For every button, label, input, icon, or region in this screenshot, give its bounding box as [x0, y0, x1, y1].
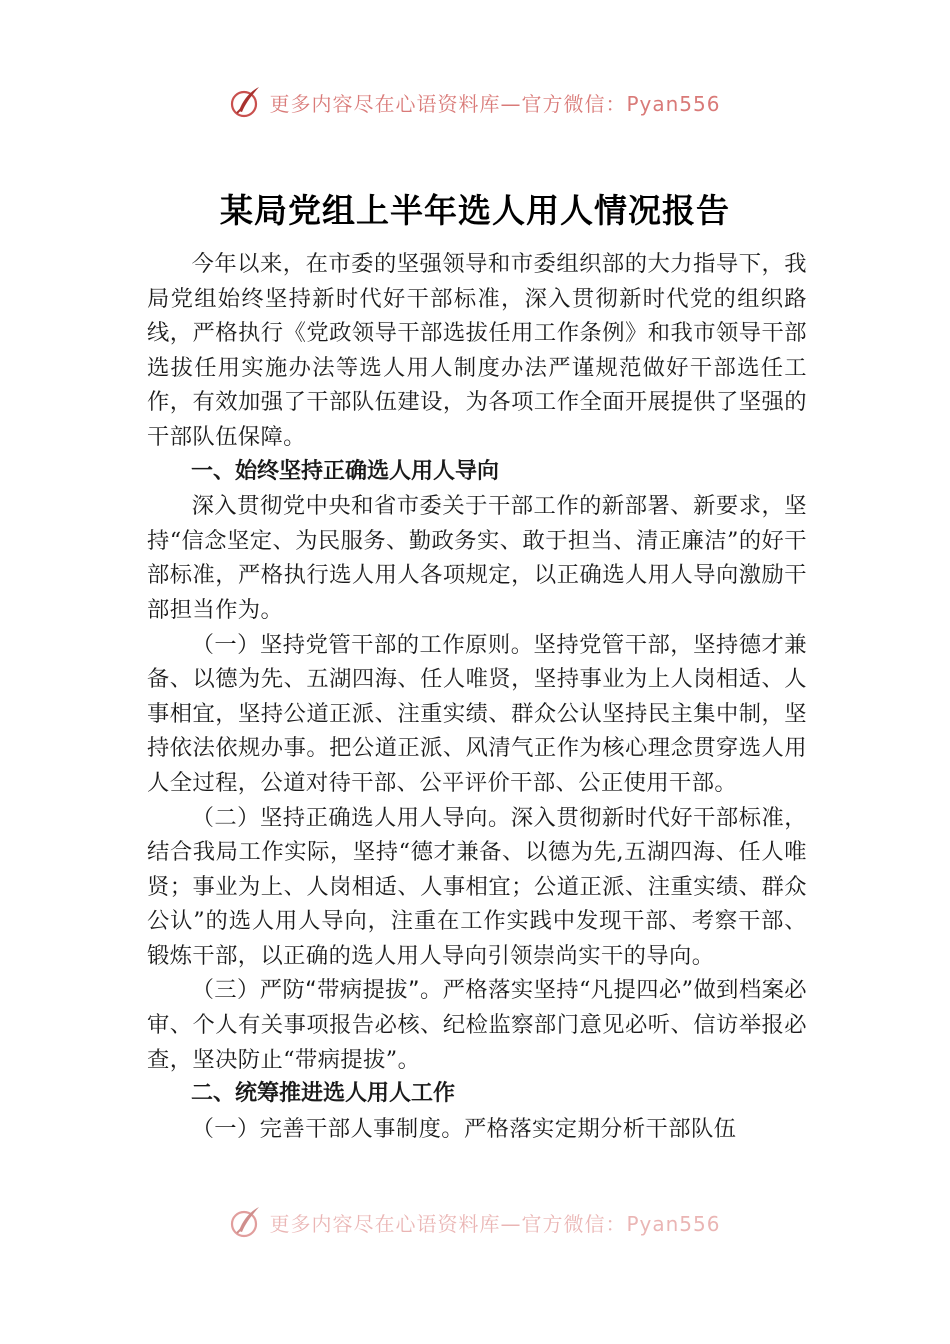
watermark-bottom — [0, 1202, 950, 1242]
item-body: 深入贯彻新时代好干部标准，结合我局工作实际，坚持“德才兼备、以德为先,五湖四海、任人唯贤；事业为上、人岗相适、人事相宜；公道正派、注重实绩、群众公认”的选人用人导向，注重在工作实践中发现干部、考察干部、锻炼干部，以正确的选人用人导向引领崇尚实干的导向。 — [147, 804, 807, 969]
section-2-item-1 — [147, 1112, 807, 1147]
watermark-text: 更多内容尽在心语资料库—官方微信：Pyan556 — [269, 91, 721, 116]
section-1-item-1 — [147, 628, 807, 801]
item-lead: （二）坚持正确选人用人导向。 — [191, 804, 511, 831]
item-lead: （一）坚持党管干部的工作原则。 — [191, 631, 534, 658]
item-body: 严格落实定期分析干部队伍 — [463, 1115, 737, 1142]
quill-logo-icon — [229, 85, 263, 119]
item-body: 坚持党管干部，坚持德才兼备、以德为先、五湖四海、任人唯贤，坚持事业为上人岗相适、人事相宜，坚持公道正派、注重实绩、群众公认坚持民主集中制，坚持依法依规办事。把公道正派、风清气正作为核心理念贯穿选人用人全过程，公道对待干部、公平评价干部、公正使用干部。 — [147, 631, 807, 796]
section-2-heading: 二、统筹推进选人用人工作 — [191, 1081, 456, 1107]
section-1-item-2 — [147, 801, 807, 974]
section-1-paragraph: 深入贯彻党中央和省市委关于干部工作的新部署、新要求，坚持“信念坚定、为民服务、勤政务实、敢于担当、清正廉洁”的好干部标准，严格执行选人用人各项规定，以正确选人用人导向激励干部担当作为。 — [147, 493, 807, 623]
item-lead: （一）完善干部人事制度。 — [191, 1115, 464, 1142]
section-1-item-3 — [147, 973, 807, 1077]
section-1-heading: 一、始终坚持正确选人用人导向 — [191, 458, 500, 484]
quill-logo-icon — [229, 1205, 263, 1239]
watermark-top — [0, 82, 950, 122]
watermark-text: 更多内容尽在心语资料库—官方微信：Pyan556 — [269, 1211, 721, 1236]
intro-paragraph: 今年以来，在市委的坚强领导和市委组织部的大力指导下，我局党组始终坚持新时代好干部标准，深入贯彻新时代党的组织路线，严格执行《党政领导干部选拔任用工作条例》和我市领导干部选拔任用实施办法等选人用人制度办法严谨规范做好干部选任工作，有效加强了干部队伍建设，为各项工作全面开展提供了坚强的干部队伍保障。 — [147, 251, 807, 450]
item-body: 严格落实坚持“凡提四必”做到档案必审、个人有关事项报告必核、纪检监察部门意见必听、信访举报必查，坚决防止“带病提拔”。 — [147, 977, 807, 1073]
item-lead: （三）严防“带病提拔”。 — [191, 977, 443, 1004]
document-title: 某局党组上半年选人用人情况报告 — [220, 191, 730, 230]
document-body — [147, 247, 807, 1146]
